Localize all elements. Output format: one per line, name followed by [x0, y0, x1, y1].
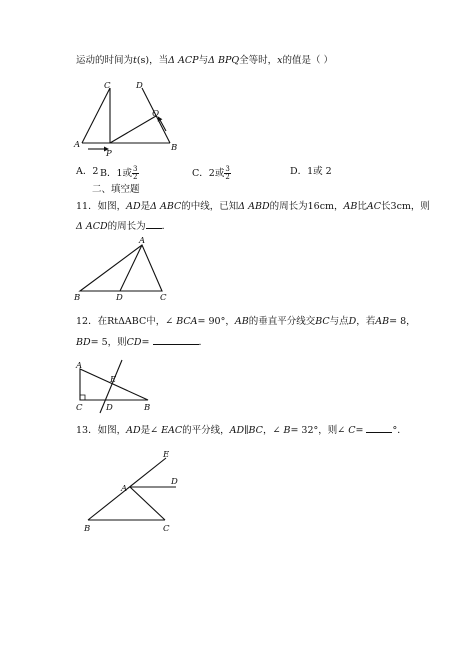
q11-text: 的中线，已知 — [181, 201, 239, 212]
angle-eac: ∠ EAC — [150, 425, 183, 436]
q12-text: = 5，则 — [90, 337, 127, 348]
q12-text: 中， — [146, 316, 166, 327]
numerator: 3 — [225, 165, 230, 173]
label-a: A — [74, 140, 81, 150]
tri-abc: Δ ABC — [150, 201, 182, 212]
angle-c: ∠ C — [337, 425, 356, 436]
q13-text: = — [355, 425, 364, 436]
tri-bpq: Δ BPQ — [208, 55, 240, 66]
q12-text: 的垂直平分线交 — [248, 316, 316, 327]
unit: (s) — [136, 55, 150, 66]
label-p: P — [106, 149, 112, 159]
label-e: E — [110, 375, 117, 385]
q13-text: 13．如图， — [76, 425, 127, 436]
q10-text: ，当 — [149, 55, 169, 66]
point-d: D — [348, 316, 357, 327]
q11-text: 的周长为16cm， — [269, 201, 344, 212]
q12-text: = 90°， — [197, 316, 235, 327]
label-a: A — [139, 236, 146, 246]
label-c: C — [76, 403, 83, 413]
seg-ac: AC — [366, 201, 382, 212]
label-d: D — [106, 403, 113, 413]
segment-ac — [130, 487, 165, 520]
label-b: B — [171, 143, 178, 153]
option-c-text: C．2或 — [192, 168, 225, 179]
q13-text: = 32°，则 — [290, 425, 338, 436]
tri-acp: Δ ACP — [168, 55, 199, 66]
q10-text: 与 — [198, 55, 209, 66]
option-d-text: D．1或 2 — [290, 166, 332, 177]
seg-cd: CD — [126, 337, 142, 348]
var-x: x — [277, 55, 283, 66]
q13-text: °． — [392, 425, 407, 436]
tri-acd: Δ ACD — [76, 221, 108, 232]
q13-text: 是 — [140, 425, 151, 436]
option-a[interactable]: A．2 — [76, 166, 99, 177]
seg-ab: AB — [234, 316, 249, 327]
q13-text: ， — [262, 425, 273, 436]
seg-ab: AB — [375, 316, 390, 327]
label-c: C — [104, 81, 111, 91]
q11-text: 长3cm，则 — [381, 201, 430, 212]
seg-ad: AD — [126, 425, 141, 436]
q11-text: 的周长为 — [107, 221, 146, 232]
seg-ab: AB — [343, 201, 358, 212]
q12-text: = 8， — [389, 316, 416, 327]
q12-text: ，若 — [356, 316, 376, 327]
q11-text: 比 — [357, 201, 367, 212]
q12-text: = — [141, 337, 150, 348]
seg-bc: BC — [315, 316, 330, 327]
q11-text: 是 — [140, 201, 151, 212]
q10-text: 全等时， — [239, 55, 278, 66]
numerator: 3 — [133, 165, 138, 173]
denominator: 2 — [225, 173, 230, 181]
label-b: B — [84, 524, 91, 534]
label-a: A — [121, 484, 128, 494]
tri-abd: Δ ABD — [238, 201, 270, 212]
angle-b: ∠ B — [272, 425, 291, 436]
label-a: A — [76, 361, 83, 371]
label-d: D — [136, 81, 143, 91]
seg-ad: AD — [126, 201, 141, 212]
q10-text: 的值是（ ） — [282, 55, 334, 66]
seg-bd: BD — [76, 337, 91, 348]
q11-text: ． — [161, 221, 172, 232]
label-b: B — [144, 403, 151, 413]
parallel-ad-bc: AD∥BC — [229, 425, 263, 436]
label-b: B — [74, 293, 81, 303]
q12-text: ． — [198, 337, 209, 348]
label-c: C — [160, 293, 167, 303]
option-b-text: B．1或 — [100, 168, 133, 179]
q10-text: 运动的时间为 — [76, 55, 134, 66]
label-q: Q — [152, 109, 159, 119]
denominator: 2 — [133, 173, 138, 181]
angle-bca: ∠ BCA — [165, 316, 198, 327]
q11-text: 11．如图， — [76, 201, 127, 212]
var-t: t — [133, 55, 137, 66]
label-c: C — [163, 524, 170, 534]
q13-text: 的平分线， — [182, 425, 230, 436]
label-e: E — [163, 450, 170, 460]
q12-text: 12．在Rt — [76, 316, 119, 327]
q12-text: 与点 — [329, 316, 349, 327]
tri-abc: ΔABC — [118, 316, 147, 327]
label-d: D — [116, 293, 123, 303]
section-title: 二、填空题 — [92, 184, 140, 195]
label-d: D — [171, 477, 178, 487]
